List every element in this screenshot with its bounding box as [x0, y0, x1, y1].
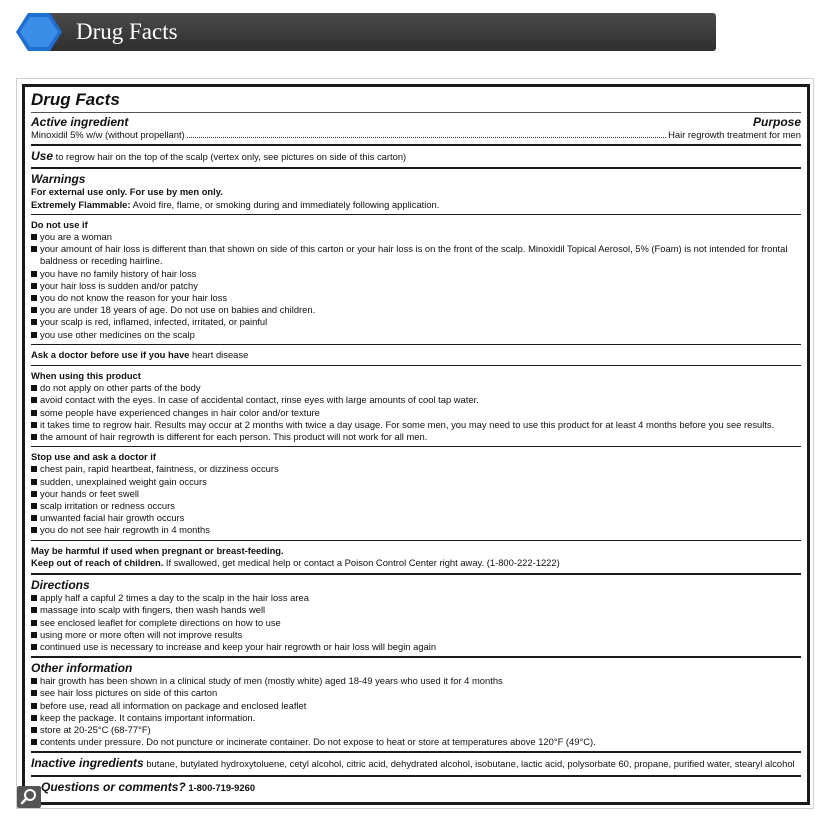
- drug-facts-panel: [22, 84, 810, 805]
- use-section: [31, 144, 801, 167]
- list-item: keep the package. It contains important information.: [31, 712, 801, 724]
- list-item: you do not see hair regrowth in 4 months: [31, 524, 801, 536]
- use-heading: Use: [31, 149, 54, 164]
- when-using-heading: When using this product: [31, 370, 141, 382]
- hexagon-logo-icon: [16, 13, 62, 51]
- directions-heading: Directions: [31, 578, 90, 593]
- list-item: chest pain, rapid heartbeat, faintness, or dizziness occurs: [31, 463, 801, 475]
- list-item: hair growth has been shown in a clinical study of men (mostly white) aged 18-49 years who used it for 4 months: [31, 675, 801, 687]
- inactive-section: [31, 751, 801, 774]
- ask-doctor-text: heart disease: [192, 348, 249, 360]
- flammable-text: Avoid fire, flame, or smoking during and immediately following application.: [132, 198, 440, 210]
- label-title: Drug Facts: [31, 90, 120, 109]
- active-section: [31, 112, 801, 144]
- list-item: you do not know the reason for your hair loss: [31, 292, 801, 304]
- inactive-heading: Inactive ingredients: [31, 756, 144, 771]
- zoom-button[interactable]: [17, 786, 41, 808]
- warnings-section: [31, 167, 801, 213]
- list-item: you are under 18 years of age. Do not use on babies and children.: [31, 304, 801, 316]
- list-item: your hands or feet swell: [31, 488, 801, 500]
- list-item: do not apply on other parts of the body: [31, 382, 801, 394]
- flammable-label: Extremely Flammable:: [31, 198, 131, 210]
- list-item: before use, read all information on package and enclosed leaflet: [31, 700, 801, 712]
- list-item: the amount of hair regrowth is different for each person. This product will not work for all men.: [31, 431, 801, 443]
- list-item: apply half a capful 2 times a day to the scalp in the hair loss area: [31, 592, 801, 604]
- pregnancy-warning: May be harmful if used when pregnant or breast-feeding.: [31, 544, 284, 556]
- header-banner: [16, 13, 716, 51]
- list-item: it takes time to regrow hair. Results may occur at 2 months with twice a day usage. For some men, you may need to use this product for at least 4 months before you see results.: [31, 419, 801, 431]
- list-item: massage into scalp with fingers, then wash hands well: [31, 604, 801, 616]
- stop-use-section: [31, 446, 801, 539]
- list-item: see hair loss pictures on side of this carton: [31, 687, 801, 699]
- list-item: scalp irritation or redness occurs: [31, 500, 801, 512]
- list-item: avoid contact with the eyes. In case of accidental contact, rinse eyes with large amounts of cool tap water.: [31, 394, 801, 406]
- keep-out-text: If swallowed, get medical help or contact a Poison Control Center right away. (1-800-222-1222): [165, 556, 560, 568]
- do-not-use-section: [31, 214, 801, 344]
- keep-out-label: Keep out of reach of children.: [31, 556, 164, 568]
- ask-doctor-section: [31, 344, 801, 365]
- other-info-heading: Other information: [31, 661, 133, 676]
- magnifier-icon: [17, 786, 41, 808]
- active-ingredient: Minoxidil 5% w/w (without propellant): [31, 129, 185, 140]
- inactive-text: butane, butylated hydroxytoluene, cetyl alcohol, citric acid, dehydrated alcohol, isobutane, lactic acid, polysorbate 60, propane, purified water, stearyl alcohol: [146, 758, 795, 770]
- active-purpose: Hair regrowth treatment for men: [668, 129, 801, 140]
- directions-section: [31, 573, 801, 656]
- when-using-section: [31, 365, 801, 446]
- do-not-use-heading: Do not use if: [31, 218, 88, 230]
- external-use-warning: For external use only. For use by men only.: [31, 186, 223, 198]
- stop-use-heading: Stop use and ask a doctor if: [31, 451, 157, 463]
- list-item: continued use is necessary to increase and keep your hair regrowth or hair loss will begin again: [31, 641, 801, 653]
- dot-leader: [187, 129, 666, 138]
- questions-section: [31, 775, 801, 798]
- active-heading: Active ingredient: [31, 115, 129, 129]
- list-item: your amount of hair loss is different than that shown on side of this carton or your hair loss is on the front of the scalp. Minoxidil Topical Aerosol, 5% (Foam) is not intended for frontal baldness or receding hairline.: [31, 243, 801, 267]
- list-item: you are a woman: [31, 231, 801, 243]
- other-info-section: [31, 656, 801, 751]
- ask-doctor-label: Ask a doctor before use if you have: [31, 348, 190, 360]
- warnings-heading: Warnings: [31, 172, 86, 187]
- list-item: using more or more often will not improve results: [31, 629, 801, 641]
- list-item: store at 20-25°C (68-77°F): [31, 724, 801, 736]
- use-text: to regrow hair on the top of the scalp (vertex only, see pictures on side of this carton): [55, 151, 407, 163]
- list-item: you use other medicines on the scalp: [31, 329, 801, 341]
- list-item: sudden, unexplained weight gain occurs: [31, 476, 801, 488]
- questions-heading: Questions or comments?: [41, 779, 186, 794]
- list-item: your hair loss is sudden and/or patchy: [31, 280, 801, 292]
- list-item: see enclosed leaflet for complete directions on how to use: [31, 617, 801, 629]
- list-item: unwanted facial hair growth occurs: [31, 512, 801, 524]
- questions-phone: 1-800-719-9260: [188, 781, 256, 793]
- list-item: some people have experienced changes in hair color and/or texture: [31, 407, 801, 419]
- list-item: you have no family history of hair loss: [31, 268, 801, 280]
- list-item: your scalp is red, inflamed, infected, irritated, or painful: [31, 316, 801, 328]
- purpose-heading: Purpose: [752, 115, 801, 129]
- list-item: contents under pressure. Do not puncture or incinerate container. Do not expose to heat or store at temperatures above 120°F (49°C).: [31, 736, 801, 748]
- banner-title: Drug Facts: [76, 19, 178, 44]
- pregnancy-section: [31, 540, 801, 573]
